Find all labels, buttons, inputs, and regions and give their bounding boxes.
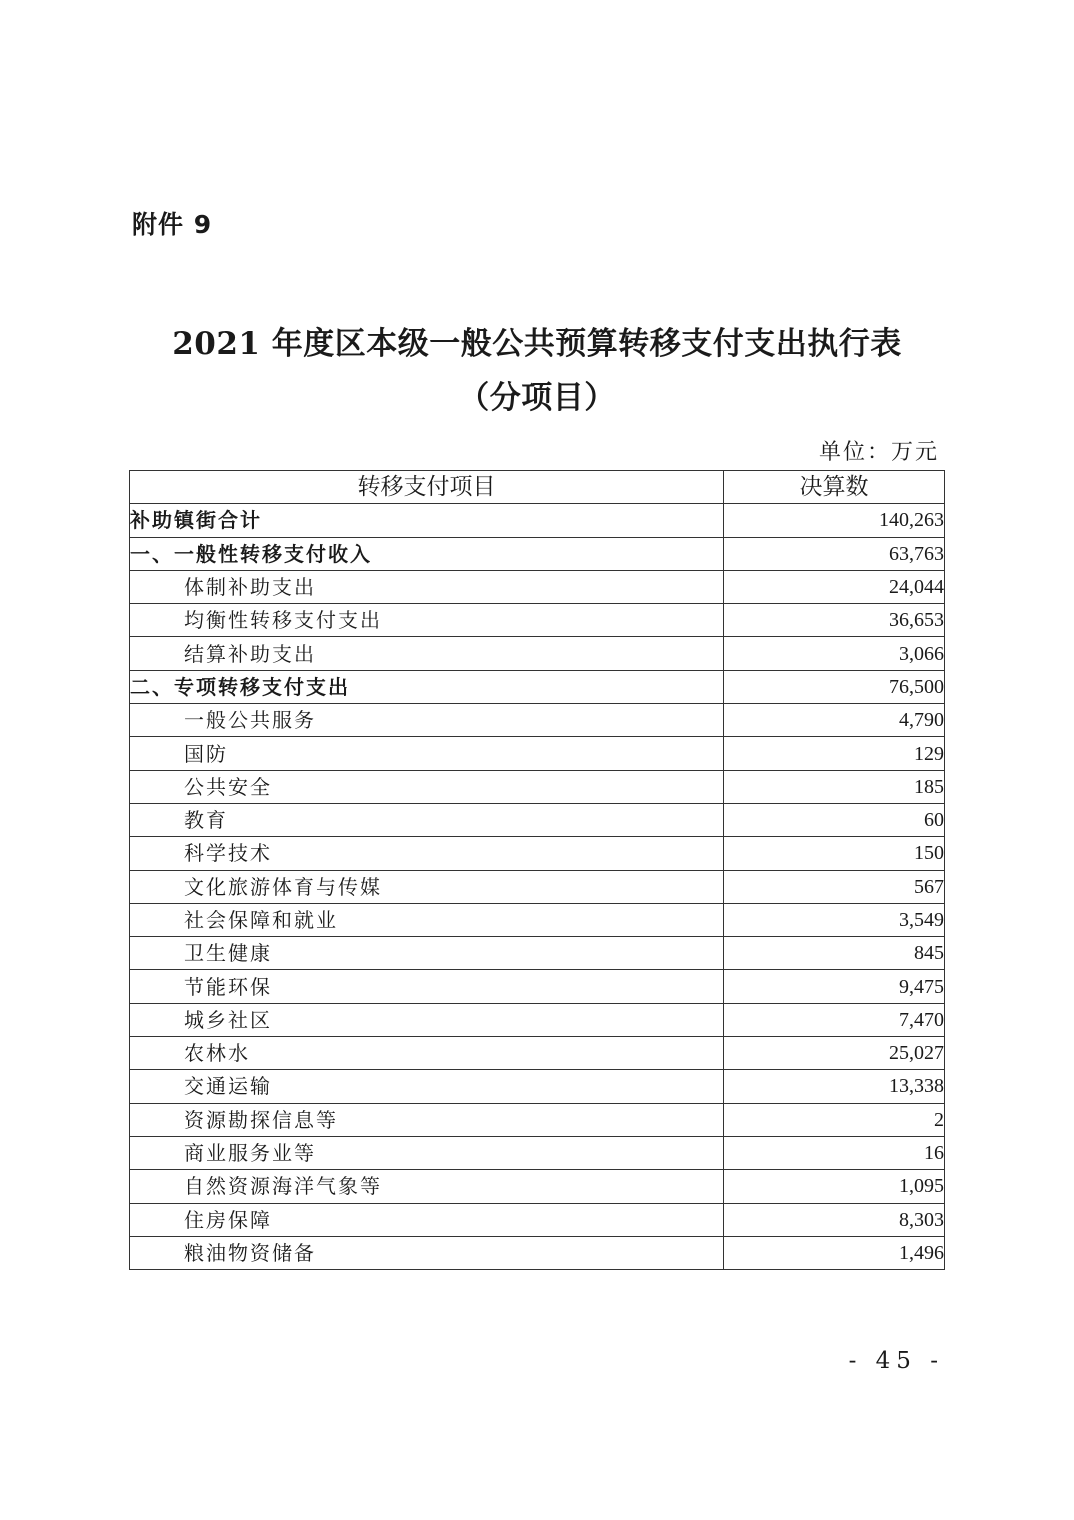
table-row [130, 1003, 945, 1036]
row-item-label: 住房保障 [130, 1203, 724, 1236]
table-row [130, 537, 945, 570]
table-row [130, 737, 945, 770]
page-number: - 45 - [848, 1348, 944, 1374]
table-row [130, 870, 945, 903]
row-amount: 13,338 [724, 1070, 945, 1103]
row-amount: 185 [724, 770, 945, 803]
table-row [130, 770, 945, 803]
table-row [130, 837, 945, 870]
row-amount: 63,763 [724, 537, 945, 570]
table-row [130, 937, 945, 970]
table-row [130, 1070, 945, 1103]
row-amount: 3,066 [724, 637, 945, 670]
row-amount: 4,790 [724, 704, 945, 737]
table-row [130, 903, 945, 936]
row-amount: 1,095 [724, 1170, 945, 1203]
table-row [130, 604, 945, 637]
table-row [130, 1170, 945, 1203]
row-item-label: 城乡社区 [130, 1003, 724, 1036]
table-row [130, 1236, 945, 1269]
row-amount: 150 [724, 837, 945, 870]
row-item-label: 教育 [130, 803, 724, 836]
transfer-payment-table [129, 470, 945, 1270]
row-item-label: 补助镇街合计 [130, 504, 724, 537]
row-item-label: 结算补助支出 [130, 637, 724, 670]
table-row [130, 1103, 945, 1136]
row-item-label: 文化旅游体育与传媒 [130, 870, 724, 903]
table-row [130, 670, 945, 703]
row-amount: 24,044 [724, 570, 945, 603]
row-amount: 8,303 [724, 1203, 945, 1236]
attachment-label: 附件 9 [132, 210, 213, 239]
table-row [130, 970, 945, 1003]
row-amount: 567 [724, 870, 945, 903]
table-body [130, 504, 945, 1270]
row-item-label: 国防 [130, 737, 724, 770]
column-header-amount: 决算数 [724, 471, 945, 504]
row-amount: 36,653 [724, 604, 945, 637]
page-title: 2021 年度区本级一般公共预算转移支付支出执行表 [172, 326, 902, 362]
row-item-label: 二、专项转移支付支出 [130, 670, 724, 703]
row-item-label: 卫生健康 [130, 937, 724, 970]
unit-label: 单位：万元 [818, 440, 939, 465]
row-amount: 2 [724, 1103, 945, 1136]
table-row [130, 504, 945, 537]
row-amount: 3,549 [724, 903, 945, 936]
row-amount: 845 [724, 937, 945, 970]
row-item-label: 社会保障和就业 [130, 903, 724, 936]
row-item-label: 节能环保 [130, 970, 724, 1003]
row-amount: 25,027 [724, 1037, 945, 1070]
row-item-label: 一、一般性转移支付收入 [130, 537, 724, 570]
row-item-label: 体制补助支出 [130, 570, 724, 603]
table-row [130, 1203, 945, 1236]
row-item-label: 科学技术 [130, 837, 724, 870]
table-row [130, 637, 945, 670]
row-amount: 129 [724, 737, 945, 770]
row-amount: 1,496 [724, 1236, 945, 1269]
row-item-label: 资源勘探信息等 [130, 1103, 724, 1136]
row-item-label: 农林水 [130, 1037, 724, 1070]
row-item-label: 自然资源海洋气象等 [130, 1170, 724, 1203]
row-amount: 9,475 [724, 970, 945, 1003]
row-item-label: 交通运输 [130, 1070, 724, 1103]
row-amount: 140,263 [724, 504, 945, 537]
table-row [130, 803, 945, 836]
row-item-label: 公共安全 [130, 770, 724, 803]
row-amount: 76,500 [724, 670, 945, 703]
table-row [130, 1037, 945, 1070]
row-item-label: 一般公共服务 [130, 704, 724, 737]
table-row [130, 570, 945, 603]
table-header-row [130, 471, 945, 504]
row-amount: 16 [724, 1136, 945, 1169]
table-row [130, 1136, 945, 1169]
row-amount: 7,470 [724, 1003, 945, 1036]
row-amount: 60 [724, 803, 945, 836]
table-row [130, 704, 945, 737]
column-header-item: 转移支付项目 [130, 471, 724, 504]
row-item-label: 商业服务业等 [130, 1136, 724, 1169]
page-subtitle: （分项目） [458, 380, 616, 416]
row-item-label: 均衡性转移支付支出 [130, 604, 724, 637]
row-item-label: 粮油物资储备 [130, 1236, 724, 1269]
